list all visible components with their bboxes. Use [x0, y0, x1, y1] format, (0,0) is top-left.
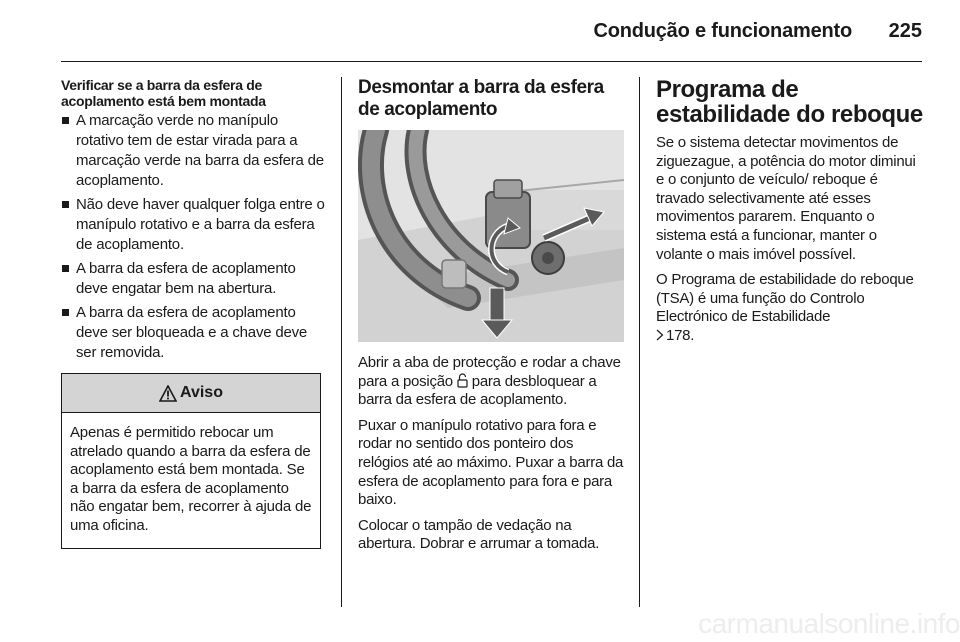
- unlock-icon: [457, 373, 468, 388]
- watermark: carmanualsonline.info: [698, 608, 960, 639]
- list-item: [61, 259, 325, 299]
- warning-box: [61, 373, 321, 549]
- bullet-square-icon: [62, 309, 69, 316]
- list-item-text: A marcação verde no manípulo rotativo tem de estar virada para a marcação verde na barra da esfera de acoplamento.: [76, 112, 324, 189]
- warning-text: Apenas é permitido rebocar um atrelado quando a barra da esfera de acoplamento está bem montada. Se a barra da esfera de acoplamento não engatar bem, recorrer à ajuda de uma oficina.: [70, 424, 312, 534]
- check-list: [61, 111, 325, 363]
- page-reference-link[interactable]: 178.: [666, 326, 695, 344]
- tsa-paragraph-1: Se o sistema detectar movimentos de ziguezague, a potência do motor diminui e o conjunto de veículo/ reboque é travado selectivamente até esses movimentos pararem. Enquanto o sistema está a funcionar, manter o volante o mais imóvel possível.: [656, 134, 916, 263]
- tow-bar-removal-illustration: [358, 130, 624, 342]
- warning-header: [62, 374, 320, 413]
- warning-triangle-icon: [159, 385, 177, 402]
- column-middle: [358, 77, 624, 561]
- tsa-heading: Programa de estabilidade do reboque: [656, 76, 923, 128]
- pull-knob-paragraph: Puxar o manípulo rotativo para fora e rodar no sentido dos ponteiro dos relógios até ao máximo. Puxar a barra da esfera de acoplamento para fora e para baixo.: [358, 416, 624, 509]
- column-left: [61, 77, 325, 549]
- seal-cap-paragraph: Colocar o tampão de vedação na abertura. Dobrar e arrumar a tomada.: [358, 516, 600, 553]
- check-mounting-heading: Verificar se a barra da esfera de acoplamento está bem montada: [61, 77, 266, 109]
- list-item: [61, 303, 325, 363]
- section-title: Condução e funcionamento: [593, 20, 852, 42]
- list-item: [61, 111, 325, 191]
- tsa-paragraph-2-text: O Programa de estabilidade do reboque (TSA) é uma função do Controlo Electrónico de Estabilidade: [656, 271, 914, 326]
- unlock-paragraph: [358, 354, 624, 410]
- column-divider: [341, 77, 342, 607]
- list-item: [61, 195, 325, 255]
- page-number: 225: [888, 20, 922, 42]
- page-header: [0, 0, 960, 62]
- list-item-text: Não deve haver qualquer folga entre o manípulo rotativo e a barra da esfera de acoplamento.: [76, 196, 325, 253]
- removal-heading: Desmontar a barra da esfera de acoplamento: [358, 77, 604, 120]
- list-item-text: A barra da esfera de acoplamento deve ser bloqueada e a chave deve ser removida.: [76, 304, 308, 361]
- tsa-paragraph-2: [656, 271, 926, 345]
- warning-title: Aviso: [180, 384, 223, 401]
- column-divider: [639, 77, 640, 607]
- bullet-square-icon: [62, 265, 69, 272]
- header-rule: [61, 61, 922, 62]
- unlock-text-a: Abrir a aba de protecção e rodar a chave para a posição: [358, 354, 621, 390]
- bullet-square-icon: [62, 201, 69, 208]
- page-reference-arrow-icon: [656, 329, 664, 341]
- unlock-text-b: para desbloquear a barra da esfera de acoplamento.: [358, 372, 597, 409]
- bullet-square-icon: [62, 117, 69, 124]
- list-item-text: A barra da esfera de acoplamento deve engatar bem na abertura.: [76, 260, 296, 297]
- column-right: [656, 77, 926, 353]
